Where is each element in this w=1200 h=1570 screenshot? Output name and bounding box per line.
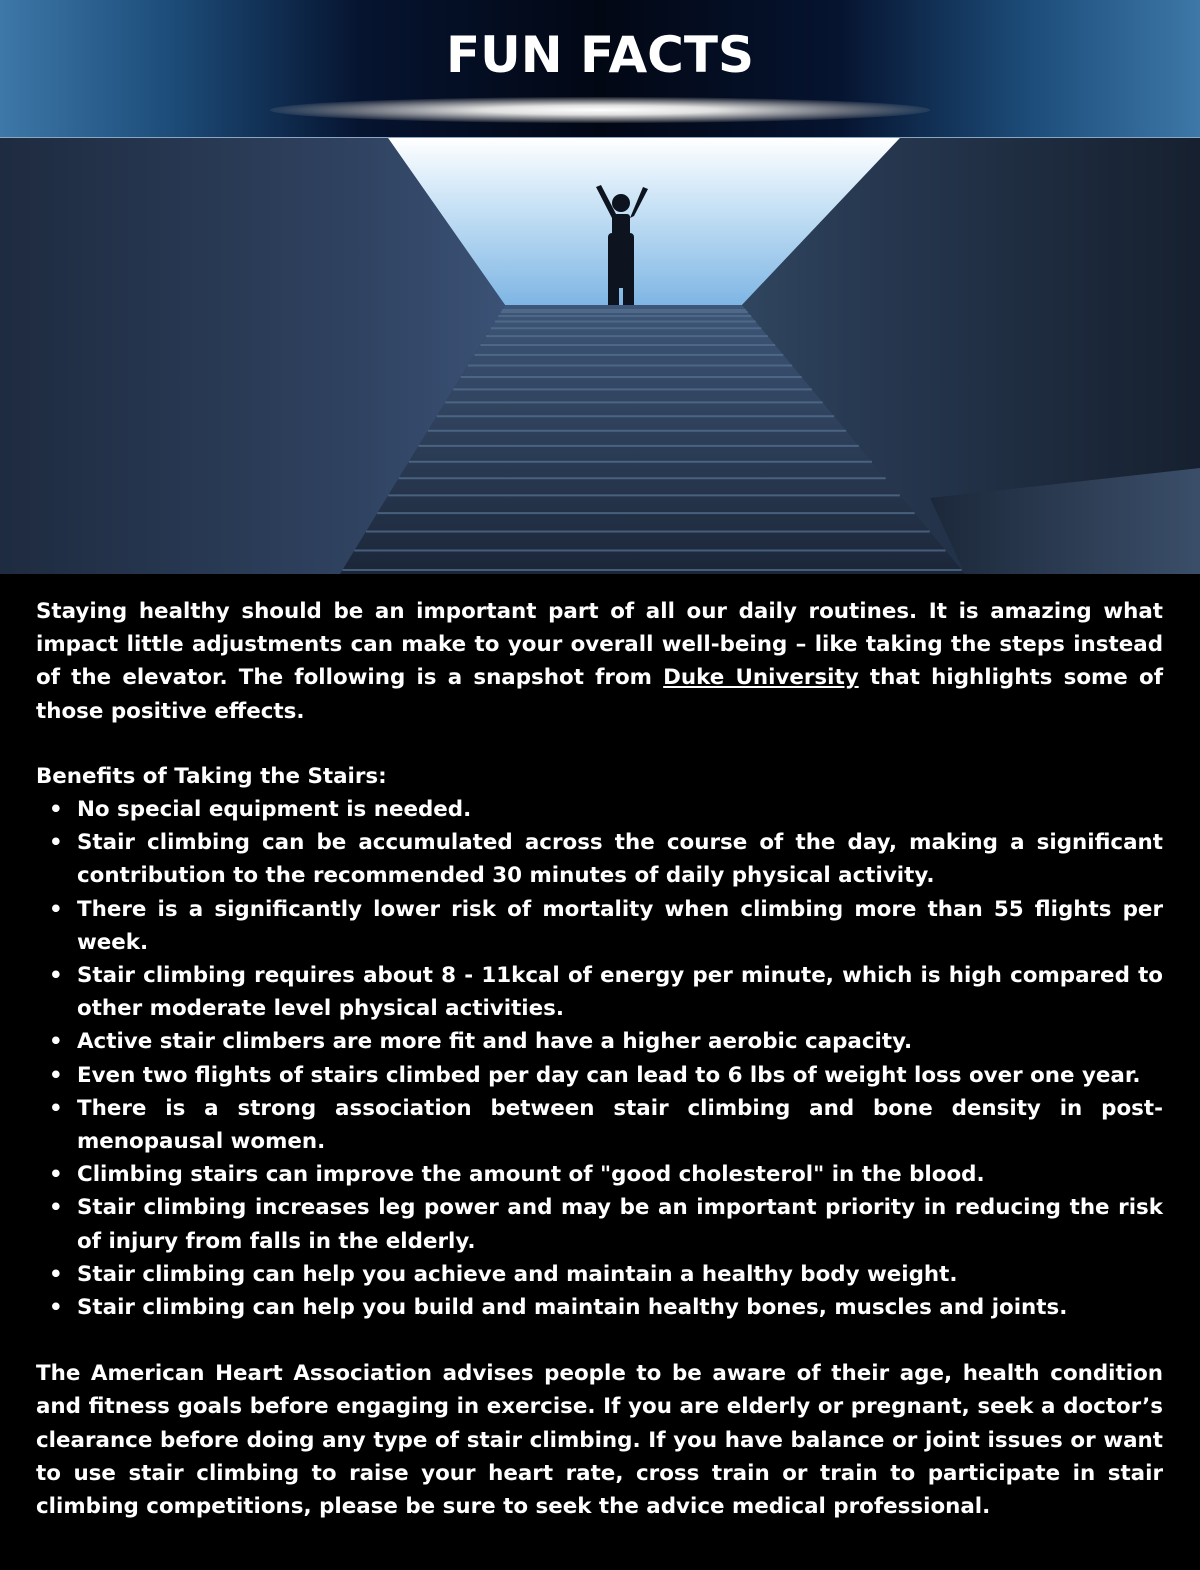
page-title: FUN FACTS	[446, 26, 754, 84]
list-item: • There is a strong association between stair climbing and bone density in post-menopausal women.	[77, 1092, 1163, 1158]
list-item: • No special equipment is needed.	[77, 793, 1163, 826]
list-item: • There is a significantly lower risk of mortality when climbing more than 55 flights per week.	[77, 893, 1163, 959]
article-body	[0, 574, 1200, 1523]
benefits-heading: Benefits of Taking the Stairs:	[36, 763, 387, 789]
benefits-list	[36, 793, 1163, 1324]
duke-university-link[interactable]: Duke University	[663, 665, 859, 691]
list-item: • Stair climbing increases leg power and may be an important priority in reducing the risk of injury from falls in the elderly.	[77, 1191, 1163, 1257]
list-item: • Active stair climbers are more fit and have a higher aerobic capacity.	[77, 1025, 1163, 1058]
intro-text-after-link: that highlights some of those positive effects.	[36, 665, 1163, 724]
header-glow-decoration	[270, 97, 930, 123]
header-divider	[0, 137, 1200, 138]
intro-paragraph	[36, 595, 1163, 728]
list-item: • Stair climbing can help you build and maintain healthy bones, muscles and joints.	[77, 1291, 1163, 1324]
list-item: • Even two flights of stairs climbed per day can lead to 6 lbs of weight loss over one year.	[77, 1059, 1163, 1092]
stairs-hero-image	[0, 138, 1200, 574]
list-item: • Stair climbing can help you achieve and maintain a healthy body weight.	[77, 1258, 1163, 1291]
intro-text-before-link: Staying healthy should be an important part of all our daily routines. It is amazing what impact little adjustments can make to your overall well-being – like taking the steps instead of the elevator. The following is a snapshot from	[36, 599, 1163, 691]
list-item: • Stair climbing requires about 8 - 11kcal of energy per minute, which is high compared to other moderate level physical activities.	[77, 959, 1163, 1025]
list-item: • Stair climbing can be accumulated across the course of the day, making a significant contribution to the recommended 30 minutes of daily physical activity.	[77, 826, 1163, 892]
list-item: • Climbing stairs can improve the amount of "good cholesterol" in the blood.	[77, 1158, 1163, 1191]
outro-paragraph: The American Heart Association advises people to be aware of their age, health condition and fitness goals before engaging in exercise. If you are elderly or pregnant, seek a doctor’s clearance before doing any type of stair climbing. If you have balance or joint issues or want to use stair climbing to raise your heart rate, cross train or train to participate in stair climbing competitions, please be sure to seek the advice medical professional.	[36, 1361, 1163, 1520]
page-header	[0, 0, 1200, 138]
